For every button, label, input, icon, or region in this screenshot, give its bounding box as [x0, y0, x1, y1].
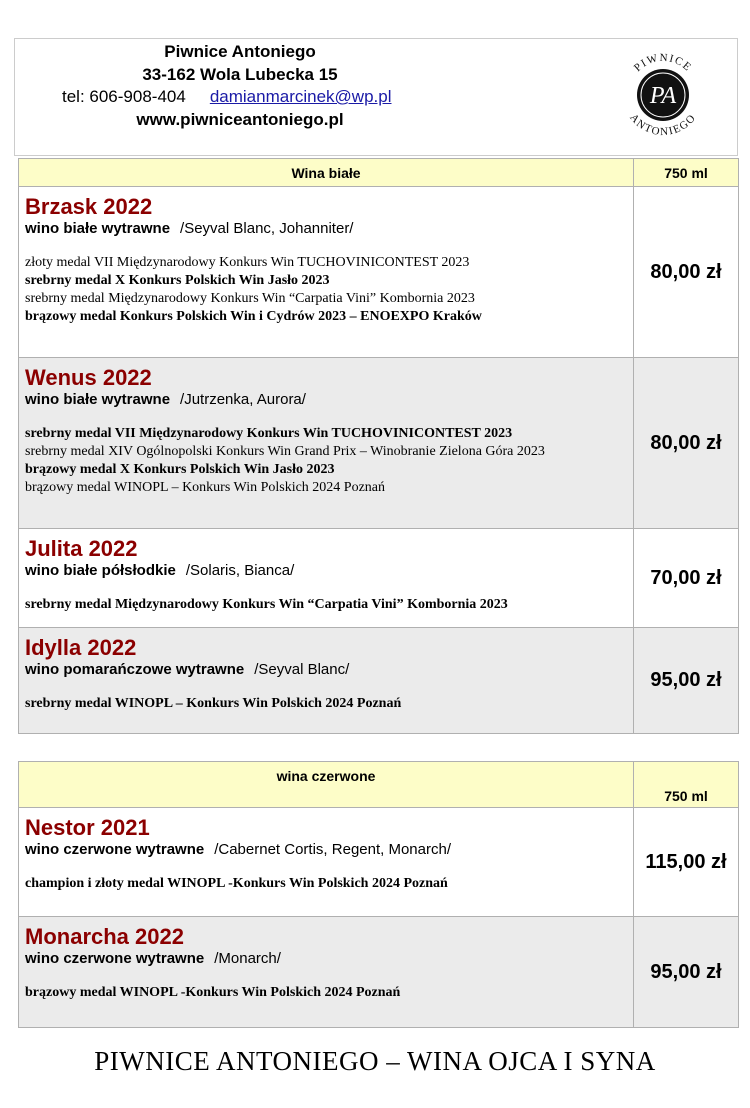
wine-grapes: /Cabernet Cortis, Regent, Monarch/	[214, 841, 451, 858]
white-volume-label: 750 ml	[634, 159, 739, 187]
logo-bottom-text: ANTONIEGO	[627, 111, 699, 139]
wine-name: Idylla 2022	[25, 635, 137, 660]
contact-line	[62, 87, 392, 107]
awards-list	[25, 596, 632, 614]
award-item: brązowy medal Konkurs Polskich Win i Cydrów 2023 – ENOEXPO Kraków	[25, 309, 482, 324]
wine-grapes: /Jutrzenka, Aurora/	[180, 391, 306, 408]
award-item: srebrny medal WINOPL – Konkurs Win Polskich 2024 Poznań	[25, 696, 402, 711]
wine-row	[19, 628, 739, 734]
wine-type: wino białe półsłodkie	[25, 562, 176, 579]
wine-details	[19, 358, 634, 529]
wine-type-line	[25, 562, 632, 580]
wine-price: 95,00 zł	[634, 628, 739, 734]
logo-initials: PA	[649, 83, 677, 109]
wine-name: Julita 2022	[25, 536, 138, 561]
winery-logo	[611, 43, 715, 147]
award-item: srebrny medal Międzynarodowy Konkurs Win “Carpatia Vini” Kombornia 2023	[25, 291, 475, 306]
wine-name: Brzask 2022	[25, 194, 153, 219]
logo-top-text: PIWNICE	[631, 51, 695, 75]
email-link[interactable]: damianmarcinek@wp.pl	[209, 87, 392, 106]
wine-row	[19, 529, 739, 628]
wine-details	[19, 628, 634, 734]
phone-number: tel: 606-908-404	[62, 87, 186, 106]
red-volume-label: 750 ml	[634, 762, 739, 808]
award-item: srebrny medal XIV Ogólnopolski Konkurs Win Grand Prix – Winobranie Zielona Góra 2023	[25, 444, 545, 459]
awards-list	[25, 695, 632, 713]
award-item: brązowy medal WINOPL – Konkurs Win Polskich 2024 Poznań	[25, 480, 386, 495]
wine-type-line	[25, 661, 632, 679]
wine-name: Wenus 2022	[25, 365, 152, 390]
white-wines-label: Wina białe	[19, 159, 634, 187]
wine-type-line	[25, 950, 632, 968]
header-box	[14, 38, 738, 156]
wine-type: wino białe wytrawne	[25, 391, 171, 408]
award-item: brązowy medal X Konkurs Polskich Win Jasło 2023	[25, 462, 335, 477]
wine-details	[19, 917, 634, 1028]
awards-list	[25, 984, 632, 1002]
wine-grapes: /Solaris, Bianca/	[185, 562, 295, 579]
wine-price: 80,00 zł	[634, 358, 739, 529]
awards-list	[25, 254, 632, 326]
award-item: srebrny medal VII Międzynarodowy Konkurs Win TUCHOVINICONTEST 2023	[25, 426, 513, 441]
wine-price: 70,00 zł	[634, 529, 739, 628]
award-item: champion i złoty medal WINOPL -Konkurs Win Polskich 2024 Poznań	[25, 876, 448, 891]
award-item: srebrny medal X Konkurs Polskich Win Jasło 2023	[25, 273, 330, 288]
red-wines-header	[19, 762, 739, 808]
wine-details	[19, 187, 634, 358]
white-wines-table	[18, 158, 739, 734]
red-wines-label: wina czerwone	[19, 762, 634, 808]
awards-list	[25, 425, 632, 497]
wine-grapes: /Seyval Blanc, Johanniter/	[180, 220, 354, 237]
wine-name: Nestor 2021	[25, 815, 150, 840]
footer-slogan: PIWNICE ANTONIEGO – WINA OJCA I SYNA	[94, 1046, 656, 1076]
wine-type: wino białe wytrawne	[25, 220, 171, 237]
winery-address: 33-162 Wola Lubecka 15	[142, 65, 338, 84]
wine-price: 95,00 zł	[634, 917, 739, 1028]
award-item: srebrny medal Międzynarodowy Konkurs Win “Carpatia Vini” Kombornia 2023	[25, 597, 508, 612]
wine-row	[19, 917, 739, 1028]
wine-price: 115,00 zł	[634, 808, 739, 917]
website-text: www.piwniceantoniego.pl	[136, 110, 344, 129]
wine-row	[19, 358, 739, 529]
wine-price: 80,00 zł	[634, 187, 739, 358]
wine-grapes: /Monarch/	[214, 950, 281, 967]
wine-name: Monarcha 2022	[25, 924, 184, 949]
wine-details	[19, 529, 634, 628]
red-wines-table	[18, 761, 739, 1028]
wine-row	[19, 808, 739, 917]
wine-type: wino czerwone wytrawne	[25, 950, 205, 967]
award-item: złoty medal VII Międzynarodowy Konkurs Win TUCHOVINICONTEST 2023	[25, 255, 470, 270]
wine-type: wino pomarańczowe wytrawne	[25, 661, 245, 678]
wine-details	[19, 808, 634, 917]
wine-type-line	[25, 841, 632, 859]
wine-row	[19, 187, 739, 358]
wine-type-line	[25, 220, 632, 238]
wine-grapes: /Seyval Blanc/	[254, 661, 350, 678]
white-wines-header	[19, 159, 739, 187]
awards-list	[25, 875, 632, 893]
award-item: brązowy medal WINOPL -Konkurs Win Polskich 2024 Poznań	[25, 985, 401, 1000]
wine-type: wino czerwone wytrawne	[25, 841, 205, 858]
winery-name: Piwnice Antoniego	[164, 42, 316, 61]
wine-type-line	[25, 391, 632, 409]
